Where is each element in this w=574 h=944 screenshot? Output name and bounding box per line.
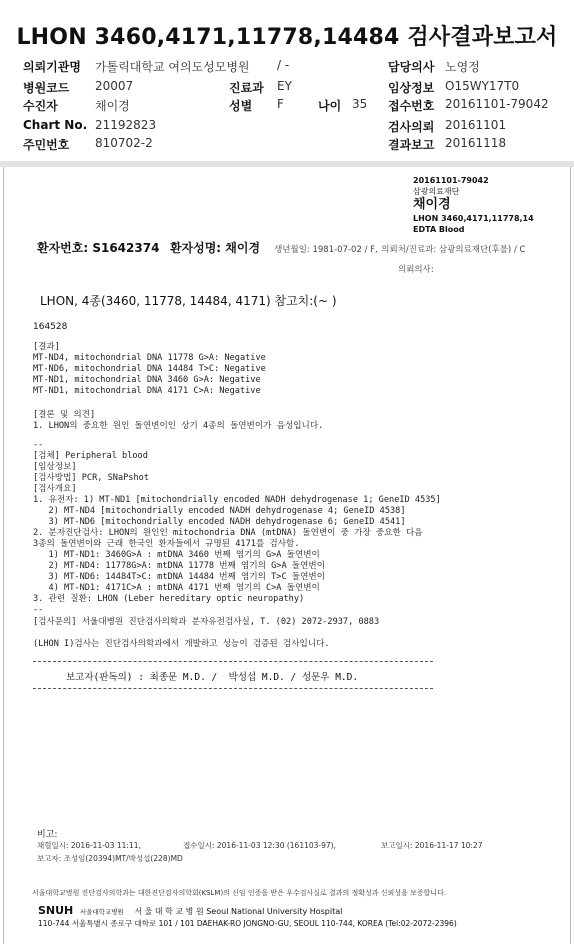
result-section: [결과] MT-ND4, mitochondrial DNA 11778 G>A: Negative MT-ND6, mitochondrial DNA 14484 T>C: Negative MT-ND1, mitochondrial DNA 3460 G>A: Negative MT-ND1, mitochondrial DNA 4171 C>A: Negative: [33, 342, 266, 396]
header-label: 수진자: [23, 99, 58, 113]
hospital-line: [38, 904, 342, 917]
label-lab: 삼광의료재단: [413, 187, 460, 196]
label-accession: 20161101-79042: [413, 176, 489, 185]
header-value: 21192823: [95, 118, 157, 132]
test-title: LHON, 4종(3460, 11778, 14484, 4171) 참고치:(~ ): [40, 294, 337, 308]
header-row: [0, 58, 574, 76]
header-value: O15WY17T0: [445, 79, 520, 93]
conclusion-section: [결론 및 의견] 1. LHON의 중요한 원인 돌연변이인 상기 4종의 돌연변이가 음성입니다.: [33, 410, 324, 431]
report-title: LHON 3460,4171,11778,14484 검사결과보고서: [16, 25, 558, 50]
header-row: [0, 97, 574, 115]
header-label: 나이: [318, 99, 342, 113]
header-label: 검사의뢰: [388, 120, 435, 134]
collected-time: 채혈일시: 2016-11-03 11:11,: [37, 841, 141, 850]
header-label: 주민번호: [23, 138, 70, 152]
label-specimen: EDTA Blood: [413, 225, 465, 234]
header-label: 성별: [229, 99, 253, 113]
header-value: 20161101: [445, 118, 507, 132]
header-label: 병원코드: [23, 81, 70, 95]
header-label: 의뢰기관명: [23, 60, 81, 74]
header-value: / -: [277, 58, 290, 72]
header-label: 접수번호: [388, 99, 435, 113]
header-value: 20161101-79042: [445, 97, 549, 111]
patient-org: 의뢰처/진료과: 삼광의료재단(후불) / C: [381, 245, 526, 255]
report-signature: 보고자(판독의) : 최종문 M.D. / 박성섭 M.D. / 성문우 M.D.: [66, 672, 359, 683]
header-value: 20161118: [445, 136, 507, 150]
header-value: 810702-2: [95, 136, 153, 150]
label-patient-name: 채이경: [413, 197, 451, 212]
test-code: 164528: [33, 322, 68, 332]
header-value: 노영정: [445, 60, 480, 74]
hospital-name: 서 울 대 학 교 병 원 Seoul National University Hospital: [134, 907, 343, 916]
method-section: -- [검체] Peripheral blood [임상정보] [검사방법] PCR, SNaPshot [검사개요] 1. 유전자: 1) MT-ND1 [mitochondrially encoded NADH dehydrogenase 1; GeneID 4535] 2) MT-ND4 [mitochondrially encoded NADH dehydrogenase 4; GeneID 4538] 3) MT-ND6 [mitochondrially encoded NADH dehydrogenase 6; GeneID 4541] 2. 분자진단검사: LHON의 원인인 mitochondria DNA (mtDNA) 돌연변이 중 가장 중요한 다음 3종의 돌연변이와 근래 한국인 환자들에서 규명된 4171를 검사함. 1) MT-ND1: 3460G>A : mtDNA 3460 번째 염기의 G>A 돌연변이 2) MT-ND4: 11778G>A: mtDNA 11778 번째 염기의 G>A 돌연변이 3) MT-ND6: 14484T>C: mtDNA 14484 번째 염기의 T>C 돌연변이 4) MT-ND1: 4171C>A : mtDNA 4171 번째 염기의 C>A 돌연변이 3. 관련 질환: LHON (Leber hereditary optic neuropathy) --: [33, 440, 441, 615]
patient-id: 환자번호: S1642374: [37, 241, 160, 255]
certification-note: 서울대학교병원 진단검사의학과는 대한진단검사의학회(KSLM)의 신임 인증을 받은 우수검사실로 결과의 정확성과 신뢰성을 보증합니다.: [32, 889, 447, 897]
patient-info: [37, 239, 525, 256]
dashed-divider: [33, 688, 433, 689]
received-time: 접수일시: 2016-11-03 12:30 (161103-97),: [183, 841, 336, 850]
patient-name: 환자성명: 채이경: [169, 241, 261, 255]
hospital-address: 110-744 서울특별시 종로구 대학로 101 / 101 DAEHAK-RO JONGNO-GU, SEOUL 110-744, KOREA (Tel:02-2072-2396): [38, 919, 457, 928]
header-value: 채이경: [95, 99, 130, 113]
referring-doctor: 의뢰의사:: [398, 265, 434, 275]
header-row: [0, 118, 574, 136]
label-test: LHON 3460,4171,11778,14: [413, 214, 534, 223]
header-value: F: [277, 97, 284, 111]
header-label: 결과보고: [388, 138, 435, 152]
reporter-info: 보고자: 조성임(20394)MT/박성섭(228)MD: [37, 854, 183, 863]
header-label: 임상정보: [388, 81, 435, 95]
header-value: 35: [352, 97, 368, 111]
note-label: 비고:: [37, 830, 58, 840]
reported-time: 보고일시: 2016-11-17 10:27: [381, 841, 483, 850]
header-value: 가톨릭대학교 여의도성모병원: [95, 60, 250, 74]
patient-birth: 생년월일: 1981-07-02 / F,: [274, 245, 378, 255]
inquiry-section: [검사문의] 서울대병원 진단검사의학과 분자유전검사실, T. (02) 2072-2937, 0883 (LHON I)검사는 진단검사의학과에서 개발하고 성능이 검증된 검사입니다.: [33, 617, 380, 649]
header-row: [0, 136, 574, 154]
header-label: Chart No.: [23, 118, 88, 132]
header-label: 진료과: [229, 81, 264, 95]
header-label: 담당의사: [388, 60, 435, 74]
snuh-logo: SNUH: [38, 904, 74, 917]
specimen-label: [413, 175, 534, 235]
header-value: 20007: [95, 79, 134, 93]
header-row: [0, 79, 574, 97]
dashed-divider: [33, 661, 433, 662]
logo-subtitle: 서울대학교병원: [79, 908, 124, 916]
header-value: EY: [277, 79, 292, 93]
